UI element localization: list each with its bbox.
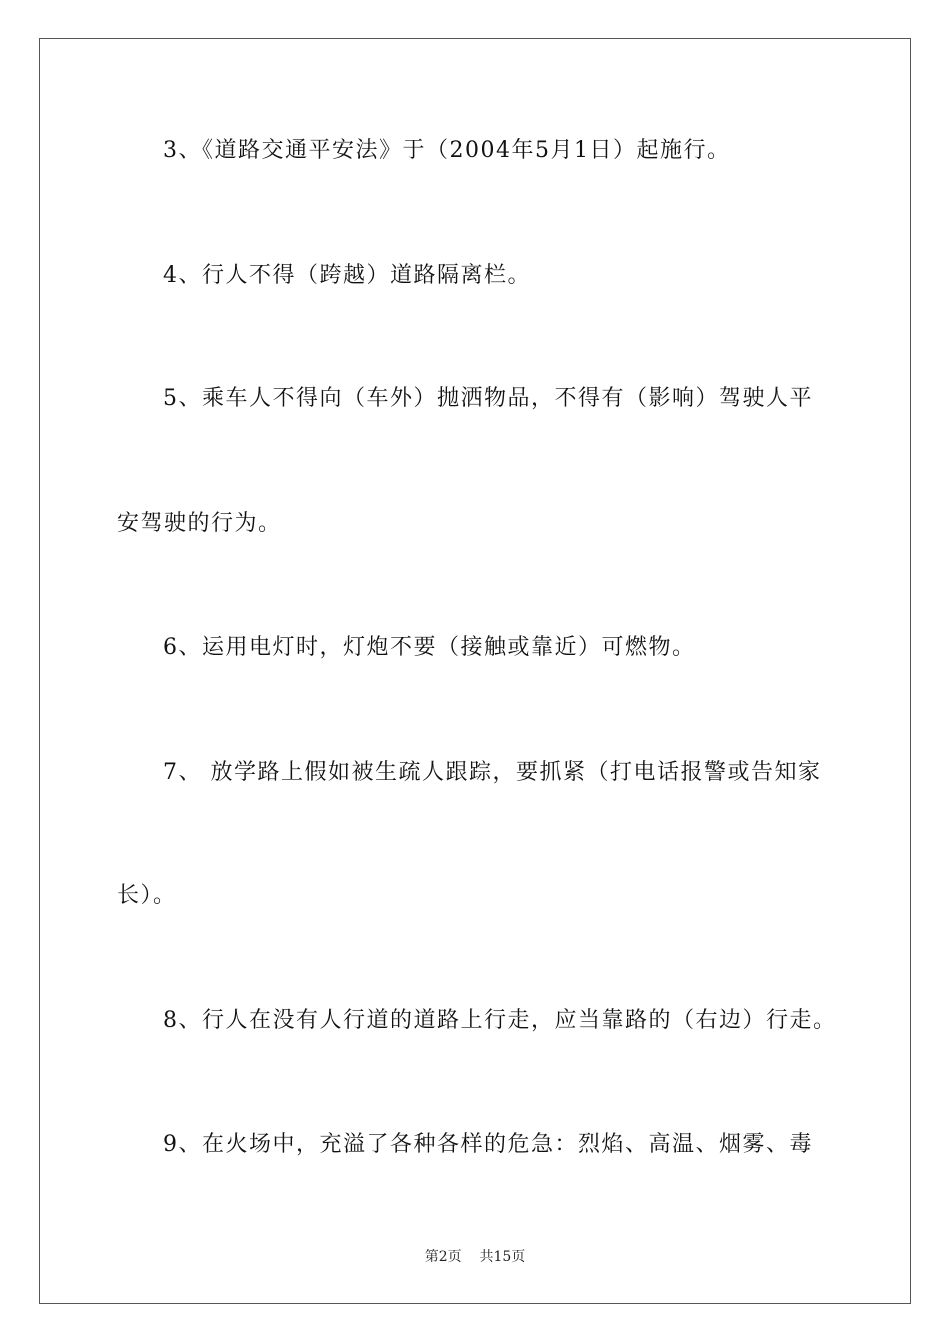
- page-number: 第2页: [424, 1249, 462, 1265]
- page-footer: [0, 1247, 950, 1267]
- paragraph-line-4: 4、行人不得（跨越）道路隔离栏。: [163, 263, 531, 288]
- paragraph-line-7-continued: 长）。: [117, 883, 177, 908]
- paragraph-line-9: 9、在火场中，充溢了各种各样的危急：烈焰、高温、烟雾、毒: [163, 1132, 813, 1157]
- paragraph-line-3: 3、《道路交通平安法》于（2004年5月1日）起施行。: [163, 138, 731, 163]
- paragraph-line-5: 5、乘车人不得向（车外）抛洒物品，不得有（影响）驾驶人平: [163, 386, 813, 411]
- paragraph-line-5-continued: 安驾驶的行为。: [117, 511, 282, 536]
- page-border: [39, 38, 911, 1304]
- total-pages: 共15页: [479, 1249, 526, 1265]
- paragraph-line-6: 6、运用电灯时，灯炮不要（接触或靠近）可燃物。: [163, 635, 696, 660]
- paragraph-line-8: 8、行人在没有人行道的道路上行走，应当靠路的（右边）行走。: [163, 1008, 837, 1033]
- paragraph-line-7: 7、 放学路上假如被生疏人跟踪，要抓紧（打电话报警或告知家: [163, 760, 822, 785]
